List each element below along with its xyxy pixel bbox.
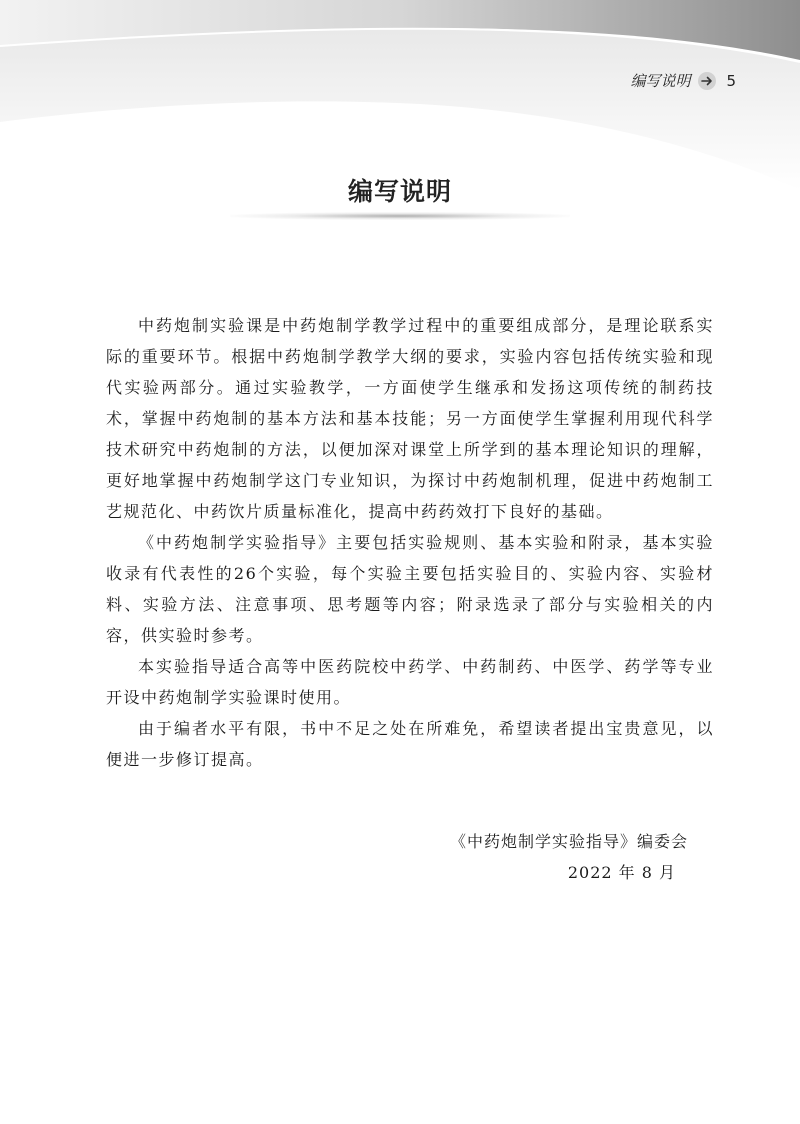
body-text [106,310,714,775]
paragraph: 本实验指导适合高等中医药院校中药学、中药制药、中医学、药学等专业开设中药炮制学实验课时使用。 [106,657,714,707]
page-number: 5 [726,71,736,90]
signature-block [368,826,688,888]
header-swoosh [0,0,800,200]
paragraph: 《中药炮制学实验指导》主要包括实验规则、基本实验和附录，基本实验收录有代表性的26个实验，每个实验主要包括实验目的、实验内容、实验材料、实验方法、注意事项、思考题等内容；附录选录了部分与实验相关的内容，供实验时参考。 [106,533,714,645]
page-title: 编写说明 [347,177,452,206]
running-head [630,70,736,91]
running-head-section: 编写说明 [630,72,691,90]
editorial-committee: 《中药炮制学实验指导》编委会 [449,832,688,851]
arrow-right-icon [698,72,716,90]
paragraph: 中药炮制实验课是中药炮制学教学过程中的重要组成部分，是理论联系实际的重要环节。根据中药炮制学教学大纲的要求，实验内容包括传统实验和现代实验两部分。通过实验教学，一方面使学生继承和发扬这项传统的制药技术，掌握中药炮制的基本方法和基本技能；另一方面使学生掌握利用现代科学技术研究中药炮制的方法，以便加深对课堂上所学到的基本理论知识的理解，更好地掌握中药炮制学这门专业知识，为探讨中药炮制机理，促进中药炮制工艺规范化、中药饮片质量标准化，提高中药药效打下良好的基础。 [106,316,714,521]
title-underline [230,212,570,220]
publication-date: 2022 年 8 月 [567,863,676,882]
paragraph: 由于编者水平有限，书中不足之处在所难免，希望读者提出宝贵意见，以便进一步修订提高。 [106,719,714,769]
